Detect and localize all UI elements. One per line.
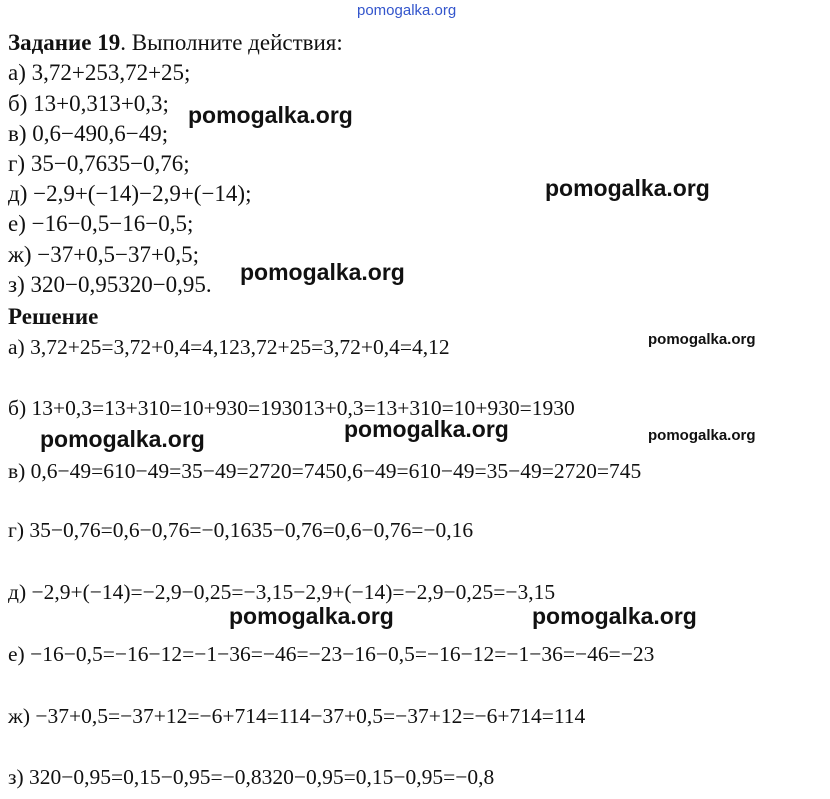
task-item-v: в) 0,6−490,6−49; — [8, 121, 169, 146]
task-item-a: а) 3,72+253,72+25; — [8, 60, 191, 85]
solution-item-v: в) 0,6−49=610−49=35−49=2720=7450,6−49=610−49=35−49=2720=745 — [8, 459, 642, 483]
task-item-g: г) 35−0,7635−0,76; — [8, 151, 190, 176]
watermark: pomogalka.org — [532, 603, 697, 629]
solution-item-z: з) 320−0,95=0,15−0,95=−0,8320−0,95=0,15−0,95=−0,8 — [8, 765, 495, 789]
watermark: pomogalka.org — [545, 175, 710, 201]
task-heading — [8, 30, 343, 56]
solution-item-e: е) −16−0,5=−16−12=−1−36=−46=−23−16−0,5=−16−12=−1−36=−46=−23 — [8, 642, 655, 666]
watermark: pomogalka.org — [40, 426, 205, 452]
task-item-d: д) −2,9+(−14)−2,9+(−14); — [8, 181, 252, 206]
watermark: pomogalka.org — [188, 102, 353, 128]
task-number: Задание 19 — [8, 30, 121, 55]
watermark-small: pomogalka.org — [648, 331, 756, 348]
watermark: pomogalka.org — [229, 603, 394, 629]
site-watermark-top: pomogalka.org — [357, 2, 457, 19]
watermark: pomogalka.org — [344, 416, 509, 442]
solution-item-b: б) 13+0,3=13+310=10+930=193013+0,3=13+310=10+930=1930 — [8, 396, 575, 420]
task-item-e: е) −16−0,5−16−0,5; — [8, 211, 194, 236]
solution-item-g: г) 35−0,76=0,6−0,76=−0,1635−0,76=0,6−0,76=−0,16 — [8, 518, 474, 542]
solution-item-d: д) −2,9+(−14)=−2,9−0,25=−3,15−2,9+(−14)=−2,9−0,25=−3,15 — [8, 580, 556, 604]
watermark: pomogalka.org — [240, 259, 405, 285]
watermark-small: pomogalka.org — [648, 427, 756, 444]
solution-heading: Решение — [8, 304, 99, 329]
task-item-z: з) 320−0,95320−0,95. — [8, 272, 212, 297]
task-item-zh: ж) −37+0,5−37+0,5; — [8, 242, 200, 267]
solution-item-a: а) 3,72+25=3,72+0,4=4,123,72+25=3,72+0,4=4,12 — [8, 335, 450, 359]
task-instruction: . Выполните действия: — [120, 30, 343, 55]
task-item-b: б) 13+0,313+0,3; — [8, 91, 169, 116]
solution-item-zh: ж) −37+0,5=−37+12=−6+714=114−37+0,5=−37+12=−6+714=114 — [8, 704, 586, 728]
